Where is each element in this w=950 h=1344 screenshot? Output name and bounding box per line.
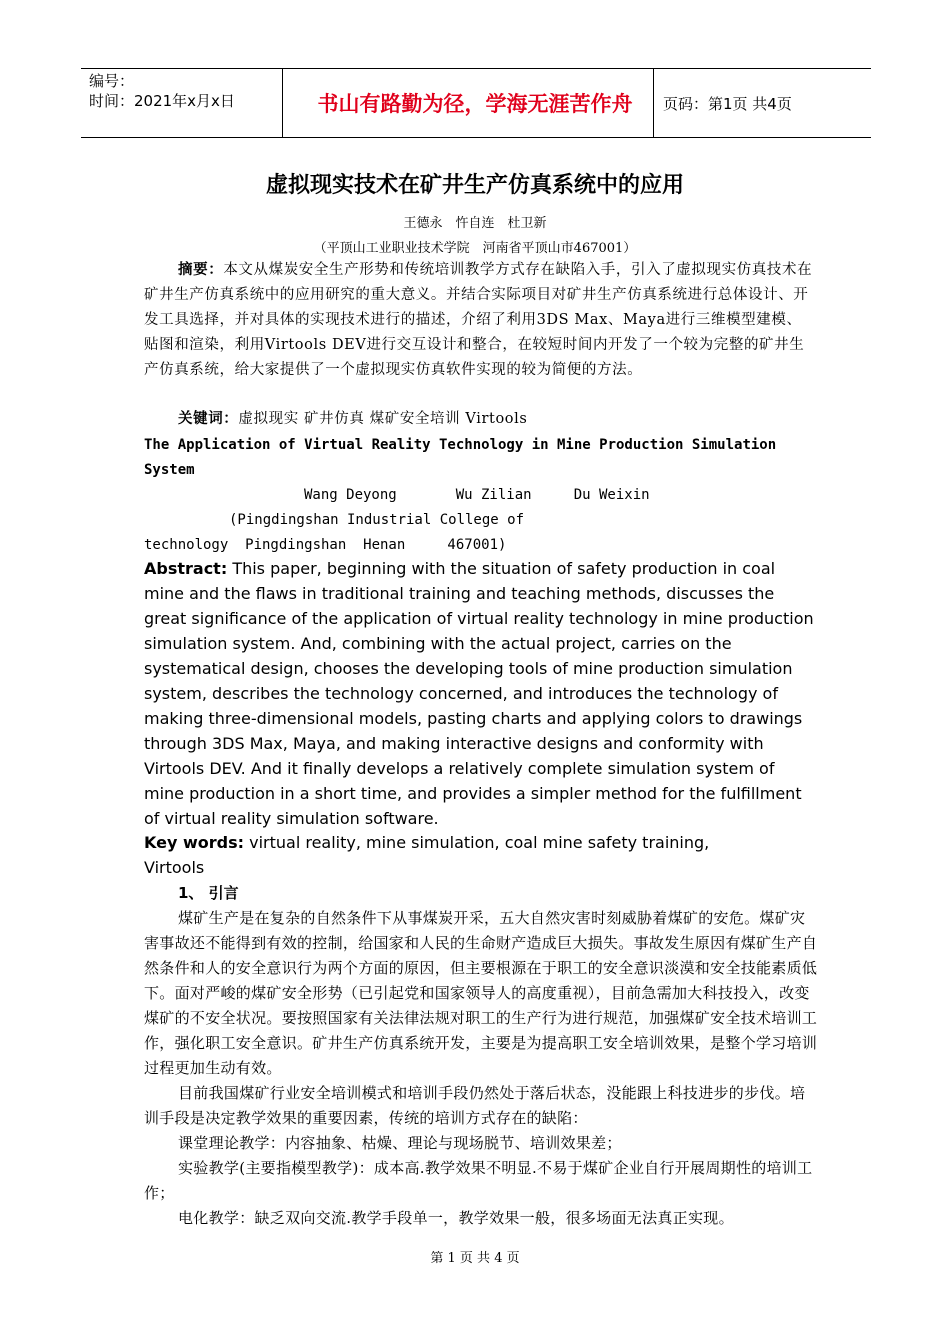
- header-motto: 书山有路勤为径，学海无涯苦作舟: [317, 91, 633, 116]
- page-footer: 第 1 页 共 4 页: [430, 1251, 520, 1266]
- header-meta: [89, 71, 235, 111]
- intro-paragraph-3: 课堂理论教学：内容抽象、枯燥、理论与现场脱节、培训效果差；: [178, 1134, 622, 1152]
- abstract-cn-label: 摘要：: [178, 262, 224, 278]
- keywords-en: [144, 830, 744, 880]
- intro-paragraph-2: 目前我国煤矿行业安全培训模式和培训手段仍然处于落后状态，没能跟上科技进步的步伐。培训手段是决定教学效果的重要因素，传统的培训方式存在的缺陷：: [144, 1084, 806, 1127]
- intro-paragraph-5: 电化教学：缺乏双向交流.教学手段单一，教学效果一般，很多场面无法真正实现。: [178, 1209, 734, 1227]
- en-affiliation-1: (Pingdingshan Industrial College of: [229, 512, 525, 528]
- abstract-cn-text: 本文从煤炭安全生产形势和传统培训教学方式存在缺陷入手，引入了虚拟现实仿真技术在矿井生产仿真系统中的应用研究的重大意义。并结合实际项目对矿井生产仿真系统进行总体设计、开发工具选择，并对具体的实现技术进行的描述，介绍了利用3DS Max、Maya进行三维模型建模、贴图和渲染，利用Virtools DEV进行交互设计和整合，在较短时间内开发了一个较为完整的矿井生产仿真系统，给大家提供了一个虚拟现实仿真软件实现的较为简便的方法。: [144, 262, 813, 378]
- abstract-en: [144, 556, 816, 831]
- keywords-cn: [144, 407, 814, 432]
- header-divider: [282, 69, 283, 137]
- keywords-en-label: Key words:: [144, 833, 245, 852]
- en-authors: Wang Deyong Wu Zilian Du Weixin: [304, 487, 650, 503]
- time-label: 时间：2021年x月x日: [89, 92, 235, 110]
- affiliation: （平顶山工业职业技术学院 河南省平顶山市467001）: [313, 241, 637, 256]
- keywords-cn-text: 虚拟现实 矿井仿真 煤矿安全培训 Virtools: [238, 411, 528, 427]
- intro-paragraph-4: 实验教学(主要指模型教学)：成本高.教学效果不明显.不易于煤矿企业自行开展周期性的培训工作；: [144, 1159, 813, 1202]
- intro-paragraph-1: 煤矿生产是在复杂的自然条件下从事煤炭开采，五大自然灾害时刻威胁着煤矿的安危。煤矿灾害事故还不能得到有效的控制，给国家和人民的生命财产造成巨大损失。事故发生原因有煤矿生产自然条件和人的安全意识行为两个方面的原因，但主要根源在于职工的安全意识淡漠和安全技能素质低下。面对严峻的煤矿安全形势（已引起党和国家领导人的高度重视），目前急需加大科技投入，改变煤矿的不安全状况。要按照国家有关法律法规对职工的生产行为进行规范，加强煤矿安全技术培训工作，强化职工安全意识。矿井生产仿真系统开发，主要是为提高职工安全培训效果，是整个学习培训过程更加生动有效。: [144, 909, 818, 1077]
- page-header: [81, 68, 871, 138]
- keywords-en-text: virtual reality, mine simulation, coal mine safety training, Virtools: [144, 833, 710, 877]
- header-divider: [653, 69, 654, 137]
- abstract-cn: [144, 258, 814, 383]
- number-label: 编号：: [89, 72, 135, 90]
- abstract-en-label: Abstract:: [144, 559, 228, 578]
- header-page-info: 页码：第1页 共4页: [663, 94, 792, 113]
- authors: 王德永 忤自连 杜卫新: [403, 216, 547, 231]
- en-affiliation-2: technology Pingdingshan Henan 467001): [144, 537, 507, 553]
- keywords-cn-label: 关键词：: [178, 411, 239, 427]
- en-title: The Application of Virtual Reality Technology in Mine Production Simulation System: [144, 437, 777, 478]
- section-heading: 1、 引言: [178, 884, 239, 902]
- abstract-en-text: This paper, beginning with the situation of safety production in coal mine and the flaws in traditional training and teaching methods, discusses the great significance of the application of virtual reality technology in mine production simulation system. And, combining with the actual project, carries on the systematical design, chooses the developing tools of mine production simulation system, describes the technology concerned, and introduces the technology of making three-dimensional models, pasting charts and applying colors to drawings through 3DS Max, Maya, and making interactive designs and conformity with Virtools DEV. And it finally develops a relatively complete simulation system of mine production in a short time, and provides a simpler method for the fulfillment of virtual reality simulation software.: [144, 559, 814, 828]
- paper-title: 虚拟现实技术在矿井生产仿真系统中的应用: [265, 173, 684, 198]
